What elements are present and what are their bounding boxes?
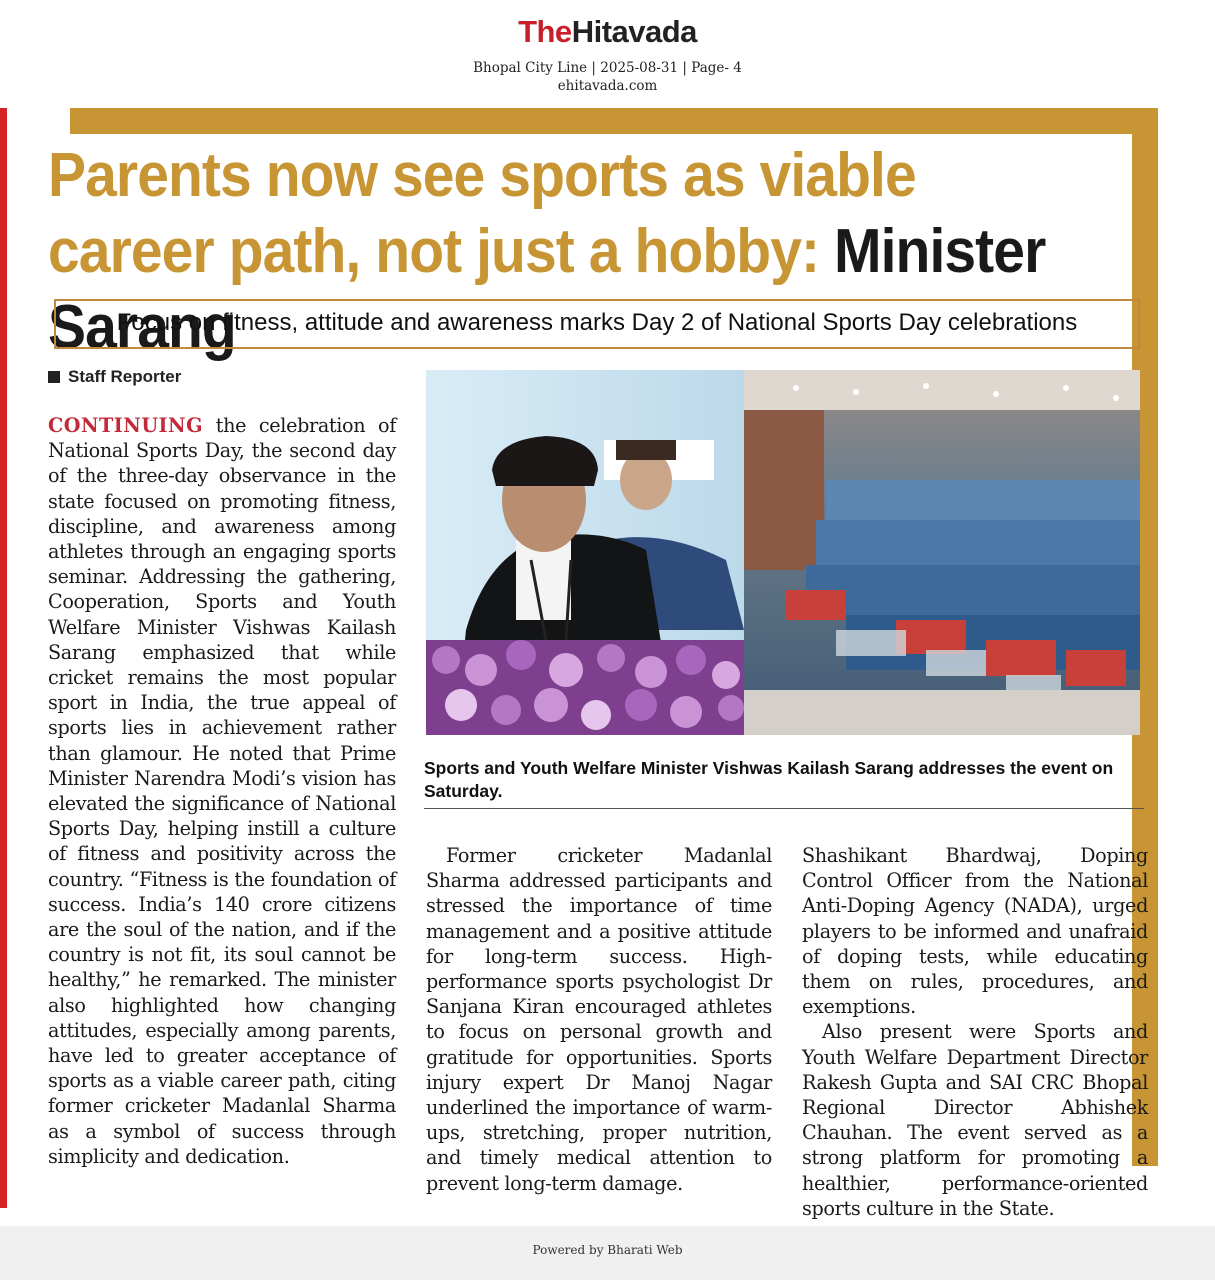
lead-word: CONTINUING <box>48 414 203 437</box>
deck: Focus on fitness, attitude and awareness marks Day 2 of National Sports Day celebrations <box>54 299 1140 349</box>
publication-logo <box>0 14 1215 50</box>
minister-collar <box>516 540 571 620</box>
footer-credit[interactable]: Powered by Bharati Web <box>532 1243 683 1257</box>
caption-divider <box>424 808 1144 809</box>
article-column-1 <box>48 413 396 1169</box>
edition-meta: Bhopal City Line | 2025-08-31 | Page- 4 <box>473 60 742 76</box>
page-number: Page- 4 <box>691 60 742 76</box>
auditorium-floor <box>744 690 1140 735</box>
byline-text: Staff Reporter <box>68 367 182 386</box>
auditorium-ceiling <box>744 370 1140 410</box>
logo-name: Hitavada <box>571 14 697 49</box>
flower-arrangement <box>426 640 744 735</box>
backdrop-cap <box>616 440 676 460</box>
paragraph-text: the celebration of National Sports Day, the second day of the three-day observance in the state focused on promoting fitness, discipline, and awareness among athletes through an engaging sports seminar. Addressing the gathering, Cooperation, Sports and Youth Welfare Minister Vishwas Kailash Sarang emphasized that while cricket remains the most popular sport in India, the true appeal of sports lies in achievement rather than glamour. He noted that Prime Minister Narendra Modi’s vision has elevated the significance of National Sports Day, helping instill a culture of fitness and positivity across the country. “Fitness is the foundation of success. India’s 140 crore citizens are the soul of the nation, and if the country is not fit, its soul cannot be healthy,” he remarked. The minister also highlighted how changing attitudes, especially among parents, have led to greater acceptance of sports as a viable career path, citing former cricketer Madanlal Sharma as a symbol of success through simplicity and dedication. <box>48 414 396 1168</box>
edition-name: Bhopal City Line <box>473 60 588 76</box>
side-wall <box>744 410 824 570</box>
event-photo <box>426 370 1140 735</box>
paragraph: Shashikant Bhardwaj, Doping Control Officer from the National Anti-Doping Agency (NADA), urged players to be informed and unafraid of doping tests, while educating them on rules, procedures, and exemptions. <box>802 844 1148 1019</box>
headline-attribution: Minister Sarang <box>48 217 1046 362</box>
paragraph: Former cricketer Madanlal Sharma addressed participants and stressed the importance of time management and a positive attitude for long-term success. High-performance sports psychologist Dr Sanjana Kiran encouraged athletes to focus on personal growth and gratitude for opportunities. Sports injury expert Dr Manoj Nagar underlined the importance of warm-ups, stretching, proper nutrition, and timely medical attention to prevent long-term damage. <box>426 844 772 1195</box>
headline-main: Parents now see sports as viable career path, not just a hobby: <box>48 141 916 286</box>
photo-caption: Sports and Youth Welfare Minister Vishwas Kailash Sarang addresses the event on Saturday. <box>424 758 1114 801</box>
page-edge-rule <box>0 108 7 1208</box>
logo-the: The <box>518 14 572 49</box>
paragraph <box>48 413 396 1169</box>
article-column-2 <box>426 843 772 1196</box>
edition-date: 2025-08-31 <box>600 60 679 76</box>
paragraph: Also present were Sports and Youth Welfare Department Director Rakesh Gupta and SAI CRC Bhopal Regional Director Abhishek Chauhan. The event served as a strong platform for promoting a healthier, performance-oriented sports culture in the State. <box>802 1020 1148 1220</box>
footer <box>0 1226 1215 1280</box>
site-link[interactable]: ehitavada.com <box>557 78 658 94</box>
bullet-square-icon <box>48 371 60 383</box>
byline <box>48 367 181 387</box>
article-column-3 <box>802 843 1148 1221</box>
